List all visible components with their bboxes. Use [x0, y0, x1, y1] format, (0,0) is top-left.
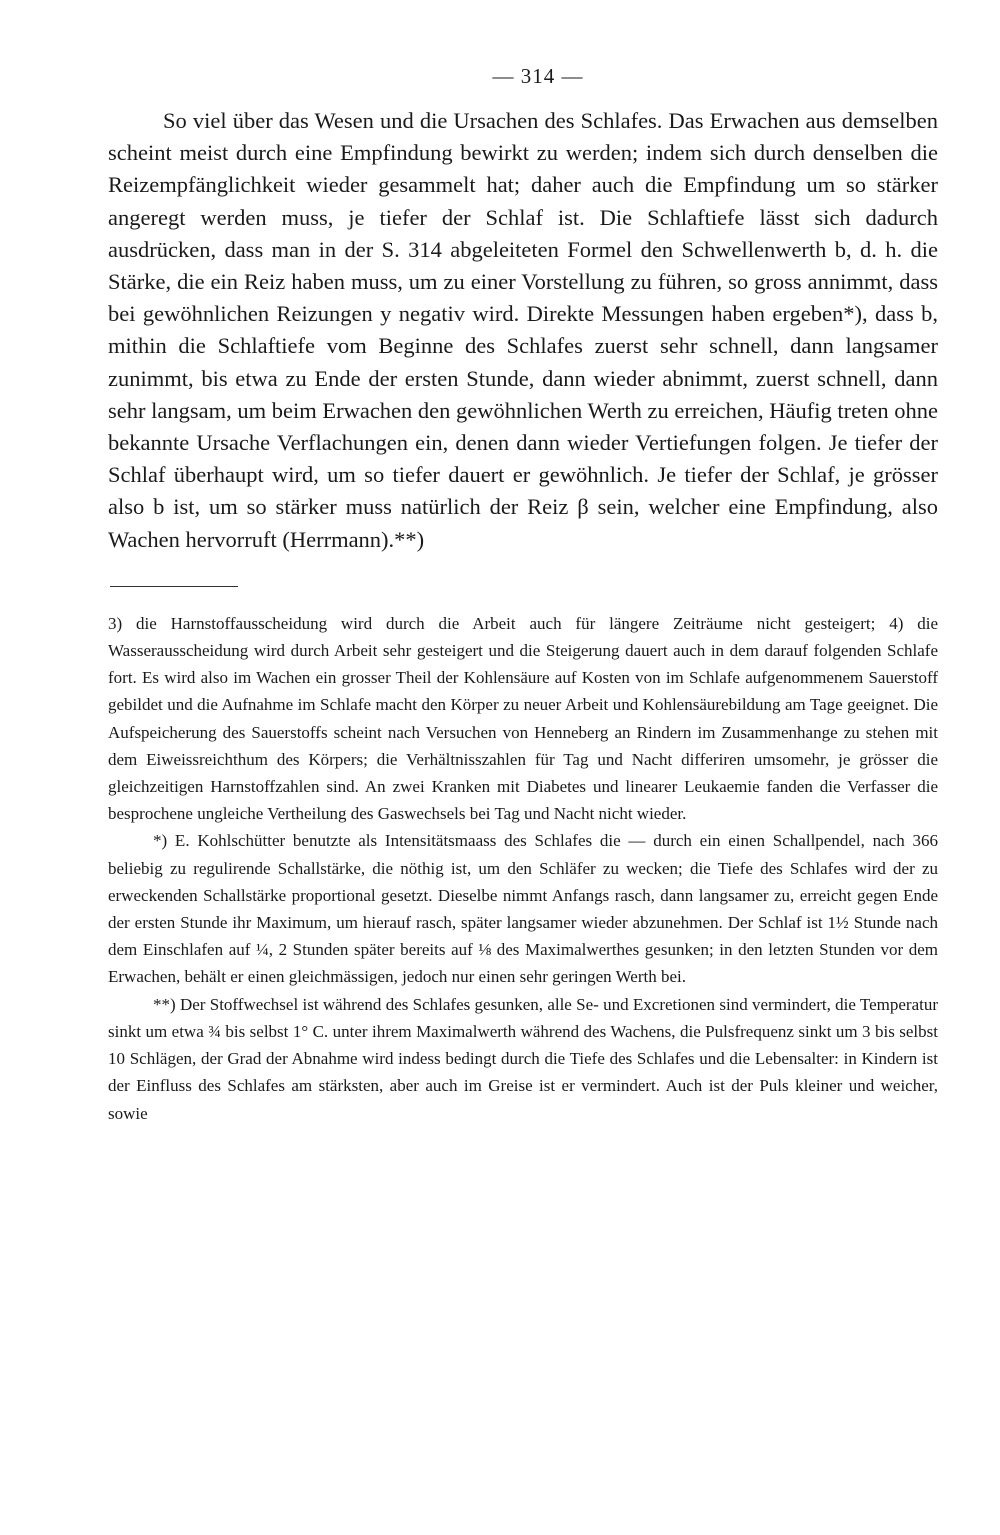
- footnote-star: *) E. Kohlschütter benutzte als Intensitätsmaass des Schlafes die — durch ein einen Schallpendel, nach 366 beliebig zu regulirende Schallstärke, die nöthig ist, um den Schläfer zu wecken; die Tiefe des Schlafes wird der zu erweckenden Schallstärke proportional gesetzt. Dieselbe nimmt Anfangs rasch, dann langsamer zu, erreicht gegen Ende der ersten Stunde ihr Maximum, um hierauf rasch, später langsamer wieder abzunehmen. Der Schlaf ist 1½ Stunde nach dem Einschlafen auf ¼, 2 Stunden später bereits auf ⅛ des Maximalwerthes gesunken; in den letzten Stunden vor dem Erwachen, behält er einen gleichmässigen, jedoch nur einen sehr geringen Werth bei.: [108, 831, 938, 987]
- footnote-continued: 3) die Harnstoffausscheidung wird durch die Arbeit auch für längere Zeiträume nicht gesteigert; 4) die Wasserausscheidung wird durch Arbeit sehr gesteigert und die Steigerung dauert auch in dem darauf folgenden Schlafe fort. Es wird also im Wachen ein grosser Theil der Kohlensäure auf Kosten von im Schlafe aufgenommenem Sauerstoff gebildet und die Aufnahme im Schlafe macht den Körper zu neuer Arbeit und Kohlensäurebildung am Tage geeignet. Die Aufspeicherung des Sauerstoffs scheint nach Versuchen von Henneberg an Rindern im Zusammenhange zu stehen mit dem Eiweissreichthum des Körpers; die Verhältnisszahlen für Tag und Nacht differiren umsomehr, je grösser die gleichzeitigen Harnstoffzahlen sind. An zwei Kranken mit Diabetes und linearer Leukaemie fanden die Verfasser die besprochene ungleiche Vertheilung des Gaswechsels bei Tag und Nacht nicht wieder.: [108, 613, 938, 824]
- body-paragraph: So viel über das Wesen und die Ursachen des Schlafes. Das Erwachen aus demselben scheint meist durch eine Empfindung bewirkt zu werden; indem sich durch denselben die Reizempfänglichkeit wieder gesammelt hat; daher auch die Empfindung um so stärker angeregt werden muss, je tiefer der Schlaf ist. Die Schlaftiefe lässt sich dadurch ausdrücken, dass man in der S. 314 abgeleiteten Formel den Schwellenwerth b, d. h. die Stärke, die ein Reiz haben muss, um zu einer Vorstellung zu führen, so gross annimmt, dass bei gewöhnlichen Reizungen y negativ wird. Direkte Messungen haben ergeben*), dass b, mithin die Schlaftiefe vom Beginne des Schlafes zuerst sehr schnell, dann langsamer zunimmt, bis etwa zu Ende der ersten Stunde, dann wieder abnimmt, zuerst schnell, dann sehr langsam, um beim Erwachen den gewöhnlichen Werth zu erreichen, Häufig treten ohne bekannte Ursache Verflachungen ein, denen dann wieder Vertiefungen folgen. Je tiefer der Schlaf überhaupt wird, um so tiefer dauert er gewöhnlich. Je tiefer der Schlaf, je grösser also b ist, um so stärker muss natürlich der Reiz β sein, welcher eine Empfindung, also Wachen hervorruft (Herrmann).**): [108, 108, 938, 552]
- main-text: [108, 105, 938, 556]
- footnotes: [108, 610, 938, 1127]
- footnote-double-star: **) Der Stoffwechsel ist während des Schlafes gesunken, alle Se- und Excretionen sind vermindert, die Temperatur sinkt um etwa ¾ bis selbst 1° C. unter ihrem Maximalwerth während des Wachens, die Pulsfrequenz sinkt um 3 bis selbst 10 Schlägen, der Grad der Abnahme wird indess bedingt durch die Tiefe des Schlafes und die Lebensalter: in Kindern ist der Einfluss des Schlafes am stärksten, aber auch im Greise ist er vermindert. Auch ist der Puls kleiner und weicher, sowie: [108, 994, 938, 1123]
- footnote-separator: [110, 586, 238, 587]
- book-page: [108, 64, 938, 1127]
- page-number: — 314 —: [492, 64, 584, 88]
